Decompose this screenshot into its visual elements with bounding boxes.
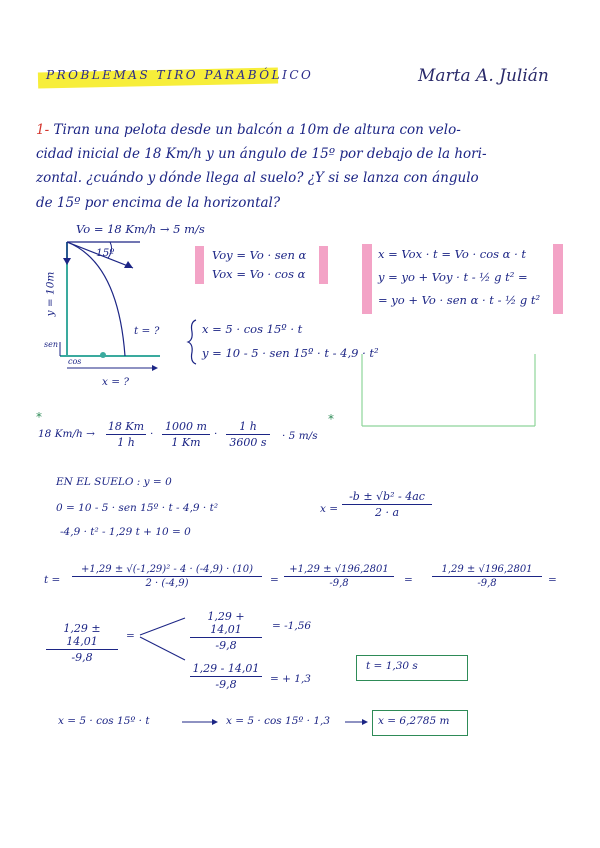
problem-line-1: 1- Tiran una pelota desde un balcón a 10m de altura con velo- — [36, 122, 461, 138]
voy-eq: Voy = Vo · sen α — [212, 248, 307, 262]
result-fraction: 1,29 ± 14,01 -9,8 — [46, 622, 118, 664]
angle-label: 15º — [96, 247, 115, 259]
y-equation-expanded: = yo + Vo · sen α · t - ½ g t² — [378, 293, 541, 307]
final-x-2: x = 5 · cos 15º · 1,3 — [226, 715, 331, 727]
star-mark-right: * — [328, 412, 334, 426]
ground-eq-2: -4,9 · t² - 1,29 t + 10 = 0 — [60, 526, 191, 538]
pink-highlight-right-2 — [553, 244, 563, 314]
problem-line-4: de 15º por encima de la horizontal? — [36, 195, 281, 211]
v0-label: Vo = 18 Km/h → 5 m/s — [76, 222, 205, 236]
conversion-result: · 5 m/s — [282, 430, 318, 442]
result-plus-value: = -1,56 — [272, 620, 312, 632]
problem-line-2: cidad inicial de 18 Km/h y un ángulo de 15º por debajo de la hori- — [36, 146, 487, 162]
solution-step-2: +1,29 ± √196,2801 -9,8 — [284, 564, 394, 589]
result-plus: 1,29 + 14,01 -9,8 — [190, 610, 262, 652]
system-x: x = 5 · cos 15º · t — [202, 322, 303, 336]
result-minus: 1,29 - 14,01 -9,8 — [190, 662, 262, 691]
quadratic-lhs: x = — [320, 503, 339, 515]
final-x-1: x = 5 · cos 15º · t — [58, 715, 150, 727]
solution-step-1: +1,29 ± √(-1,29)² - 4 · (-4,9) · (10) 2 · (-4,9) — [72, 564, 262, 589]
sen-label: sen — [44, 340, 58, 349]
problem-line-3: zontal. ¿cuándo y dónde llega al suelo? ¿Y si se lanza con ángulo — [36, 170, 479, 186]
system-y: y = 10 - 5 · sen 15º · t - 4,9 · t² — [202, 346, 379, 360]
y-equation: y = yo + Voy · t - ½ g t² = — [378, 270, 528, 284]
conversion-fraction-2: 1000 m 1 Km — [162, 420, 210, 449]
problem-number: 1- — [36, 122, 50, 138]
eq-sign-1: = — [270, 574, 279, 586]
author-name: Marta A. Julián — [418, 66, 549, 86]
result-minus-value: = + 1,3 — [270, 673, 311, 685]
pink-highlight-left — [195, 246, 204, 284]
x-equation: x = Vox · t = Vo · cos α · t — [378, 247, 527, 261]
ground-label: EN EL SUELO : y = 0 — [56, 476, 172, 488]
ball — [100, 352, 106, 358]
x-label: x = ? — [102, 376, 130, 388]
trajectory-curve — [67, 242, 125, 356]
conversion-fraction-1: 18 Km 1 h — [107, 420, 145, 449]
conversion-lhs: 18 Km/h → — [38, 428, 95, 440]
quadratic-formula: -b ± √b² - 4ac 2 · a — [342, 490, 432, 519]
vox-eq: Vox = Vo · cos α — [212, 267, 306, 281]
ground-eq-1: 0 = 10 - 5 · sen 15º · t - 4,9 · t² — [56, 502, 219, 514]
t-final: t = 1,30 s — [366, 660, 418, 672]
eq-sign-2: = — [404, 574, 413, 586]
t-label: t = ? — [134, 325, 160, 337]
cos-label: cos — [68, 357, 82, 366]
eq-sign-3: = — [548, 574, 557, 586]
height-label: y = 10m — [44, 271, 57, 317]
eq-sign-4: = — [126, 630, 135, 642]
conversion-fraction-3: 1 h 3600 s — [226, 420, 270, 449]
x-final: x = 6,2785 m — [378, 715, 450, 727]
conversion-dot-1: · — [150, 428, 154, 440]
solution-step-3: 1,29 ± √196,2801 -9,8 — [432, 564, 542, 589]
pink-highlight-left-2 — [362, 244, 372, 314]
t-lhs: t = — [44, 574, 61, 586]
pink-highlight-right — [319, 246, 328, 284]
page-title: PROBLEMAS TIRO PARABÓLICO — [46, 68, 314, 82]
conversion-dot-2: · — [214, 428, 218, 440]
star-mark-left: * — [36, 410, 42, 424]
